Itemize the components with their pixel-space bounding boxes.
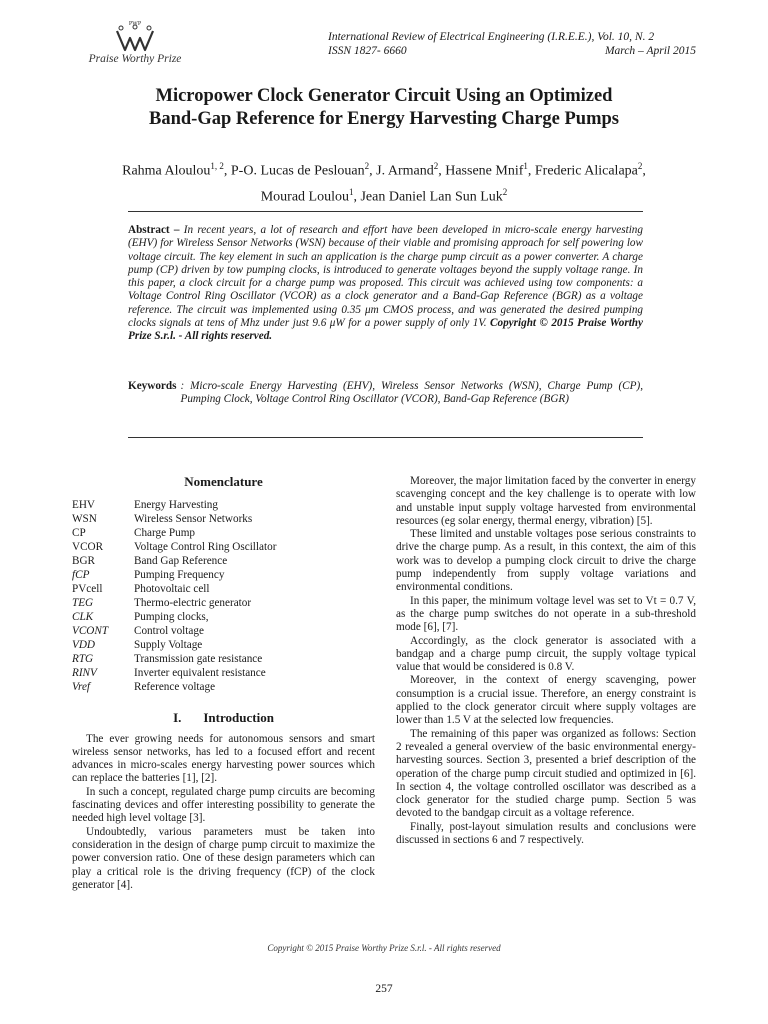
intro-paragraph: The ever growing needs for autonomous sensors and smart wireless sensor networks, has led to a focused effort and recent advances in micro-scales energy harvesting power sources which can replace the batteries [1], [2]. [72,732,375,785]
nomenclature-abbr: EHV [72,499,95,512]
author-name: Rahma Aloulou [122,163,211,179]
author-separator: , [527,163,535,179]
nomenclature-desc: Wireless Sensor Networks [134,513,253,526]
nomenclature-abbr: BGR [72,555,96,568]
nomenclature-row [72,527,375,541]
keywords [128,380,643,407]
nomenclature-desc: Voltage Control Ring Oscillator [134,541,277,554]
nomenclature-desc: Control voltage [134,625,204,638]
journal-date: March – April 2015 [604,45,696,57]
author-name: Jean Daniel Lan Sun Luk [360,189,503,205]
nomenclature-abbr: WSN [72,513,97,526]
nomenclature-abbr: VCONT [72,625,109,638]
body-paragraph: These limited and unstable voltages pose serious constraints to drive the charge pump. As a result, in this context, the aim of this work was to develop a pumping clock circuit to drive the charge pump independently from supply voltage variations and environmental conditions. [396,528,696,594]
author-list [60,156,708,207]
nomenclature-row [72,681,375,695]
crown-w-logo-icon [113,18,157,52]
journal-header [328,30,696,58]
author-separator: , [369,163,377,179]
paper-title-line1: Micropower Clock Generator Circuit Using an Optimized [155,86,613,106]
nomenclature-row [72,625,375,639]
intro-paragraph: In such a concept, regulated charge pump circuits are becoming fascinating devices and offer interesting possibility to generate the needed high level voltage [3]. [72,785,375,825]
abstract-text: In recent years, a lot of research and effort have been developed in micro-scale energy harvesting (EHV) for Wireless Sensor Networks (WSN) because of their viable and promising approach for self powering low voltage circuit. The key element in such an application is the charge pump circuit as a power converter. A charge pump (CP) driven by tow pumping clocks, is introduced to generate voltages beyond the supply voltage range. In this paper, a clock circuit for a charge pump was proposed. This circuit was achieved using tow components: a Voltage Control Ring Oscillator (VCOR) as a clock generator and a Band-Gap Reference (BGR) as a voltage reference. The circuit was implemented using 0.35 μm CMOS process, and was generated the desired pumping clocks signals at tens of Mhz under just 9.6 μW for a power supply of only 1V. [128,224,643,330]
author-separator: , [642,163,646,179]
nomenclature-row [72,541,375,555]
abstract-copyright: Copyright © 2015 Praise Worthy Prize S.r.l. - All rights reserved. [128,317,643,343]
logo-small-text: PWP [128,21,142,27]
nomenclature-row [72,569,375,583]
left-column [72,475,375,892]
nomenclature-abbr: VCOR [72,541,104,554]
nomenclature-abbr: VDD [72,639,95,652]
nomenclature-desc: Band Gap Reference [134,555,228,568]
abstract [128,224,643,344]
body-paragraph: In this paper, the minimum voltage level was set to Vt = 0.7 V, as the charge pump switches do not operate in a sub-threshold mode [6], [7]. [396,594,696,634]
nomenclature-abbr: TEG [72,597,94,610]
author-name: Frederic Alicalapa [534,163,638,179]
nomenclature-row [72,639,375,653]
nomenclature-abbr: Vref [72,681,91,694]
section-heading-introduction [72,711,375,724]
author-name: Hassene Mnif [445,163,524,179]
nomenclature-abbr: RINV [72,667,97,680]
nomenclature-desc: Inverter equivalent resistance [134,667,266,680]
nomenclature-row [72,611,375,625]
author-affiliation: 2 [637,161,643,171]
nomenclature-row [72,653,375,667]
journal-issn: ISSN 1827- 6660 [328,45,407,57]
nomenclature-desc: Transmission gate resistance [134,653,263,666]
logo-name: Praise Worthy Prize [88,53,182,65]
author-name: Mourad Loulou [260,189,349,205]
author-name: J. Armand [376,163,434,179]
author-affiliation: 1 [523,161,528,171]
page-number: 257 [375,983,393,995]
body-paragraph: Moreover, in the context of energy scavenging, power consumption is a crucial issue. Therefore, an energy constraint is applied to the clock generator circuit where supply voltages are lower than 1.5 V at the selected low frequencies. [396,674,696,727]
keywords-text: : Micro-scale Energy Harvesting (EHV), Wireless Sensor Networks (WSN), Charge Pump (CP), Pumping Clock, Voltage Control Ring Oscillator (VCOR), Band-Gap Reference (BGR) [180,380,643,406]
nomenclature-abbr: RTG [72,653,94,666]
nomenclature-row [72,583,375,597]
author-line-1 [60,156,708,182]
journal-title: International Review of Electrical Engineering (I.R.E.E.), Vol. 10, N. 2 [328,31,655,43]
nomenclature-desc: Thermo-electric generator [134,597,252,610]
body-paragraph: Accordingly, as the clock generator is associated with a bandgap and a charge pump circuit, the supply voltage typical value that would be considered is 0.8 V. [396,634,696,674]
divider-bottom [128,437,643,438]
section-number: I. [173,710,182,726]
author-affiliation: 1 [348,186,354,197]
author-affiliation: 2 [502,186,508,197]
nomenclature-desc: Pumping Frequency [134,569,225,582]
abstract-label: Abstract – [128,224,180,236]
body-paragraph: Moreover, the major limitation faced by the converter in energy scavenging concept and the key challenge is to operate with low and unstable input supply voltage harvested from environmental resources (eg solar energy, thermal energy, vibration) [5]. [396,475,696,527]
nomenclature-abbr: fCP [72,569,90,582]
keywords-label: Keywords [128,380,177,392]
nomenclature-desc: Energy Harvesting [134,499,218,512]
publisher-logo [70,18,200,65]
body-paragraph: The remaining of this paper was organized as follows: Section 2 revealed a general overview of the basic environmental energy-harvesting sources. Section 3, presented a brief description of the operation of the charge pump circuit studied and optimized in [6]. In section 4, the voltage controlled oscillator was described as a clock generator for the studied charge pump. Section 5 was devoted to the bandgap circuit as a voltage reference. [396,727,696,820]
right-column [396,475,696,847]
nomenclature-row [72,555,375,569]
intro-paragraph: Undoubtedly, various parameters must be taken into consideration in the design of charge pump circuit to maximize the power conversion ratio. One of these design parameters which can play a critical role is the driving frequency (fCP) of the clock generator [4]. [72,825,375,891]
paper-title-line2: Band-Gap Reference for Energy Harvesting Charge Pumps [149,109,619,129]
author-separator: , [353,189,361,205]
paper-title [90,85,678,131]
author-affiliation: 2 [364,161,370,171]
section-title: Introduction [203,710,274,726]
nomenclature-abbr: CP [72,527,86,540]
nomenclature-abbr: CLK [72,611,94,624]
nomenclature-title: Nomenclature [184,474,263,489]
author-affiliation: 2 [433,161,439,171]
nomenclature-row [72,667,375,681]
nomenclature-desc: Charge Pump [134,527,196,540]
author-separator: , [223,163,231,179]
author-line-2 [60,182,708,208]
body-paragraph: Finally, post-layout simulation results and conclusions were discussed in sections 6 and 7 respectively. [396,820,696,847]
nomenclature-row [72,499,375,513]
author-name: P-O. Lucas de Peslouan [230,163,365,179]
divider-top [128,211,643,212]
nomenclature-desc: Photovoltaic cell [134,583,210,596]
nomenclature-row [72,513,375,527]
footer-copyright: Copyright © 2015 Praise Worthy Prize S.r.l. - All rights reserved [267,943,501,953]
nomenclature-row [72,597,375,611]
nomenclature-desc: Reference voltage [134,681,216,694]
nomenclature-desc: Pumping clocks, [134,611,209,624]
author-affiliation: 1, 2 [210,161,224,171]
nomenclature-abbr: PVcell [72,583,103,596]
author-separator: , [438,163,446,179]
nomenclature-list [72,499,375,695]
nomenclature-desc: Supply Voltage [134,639,203,652]
